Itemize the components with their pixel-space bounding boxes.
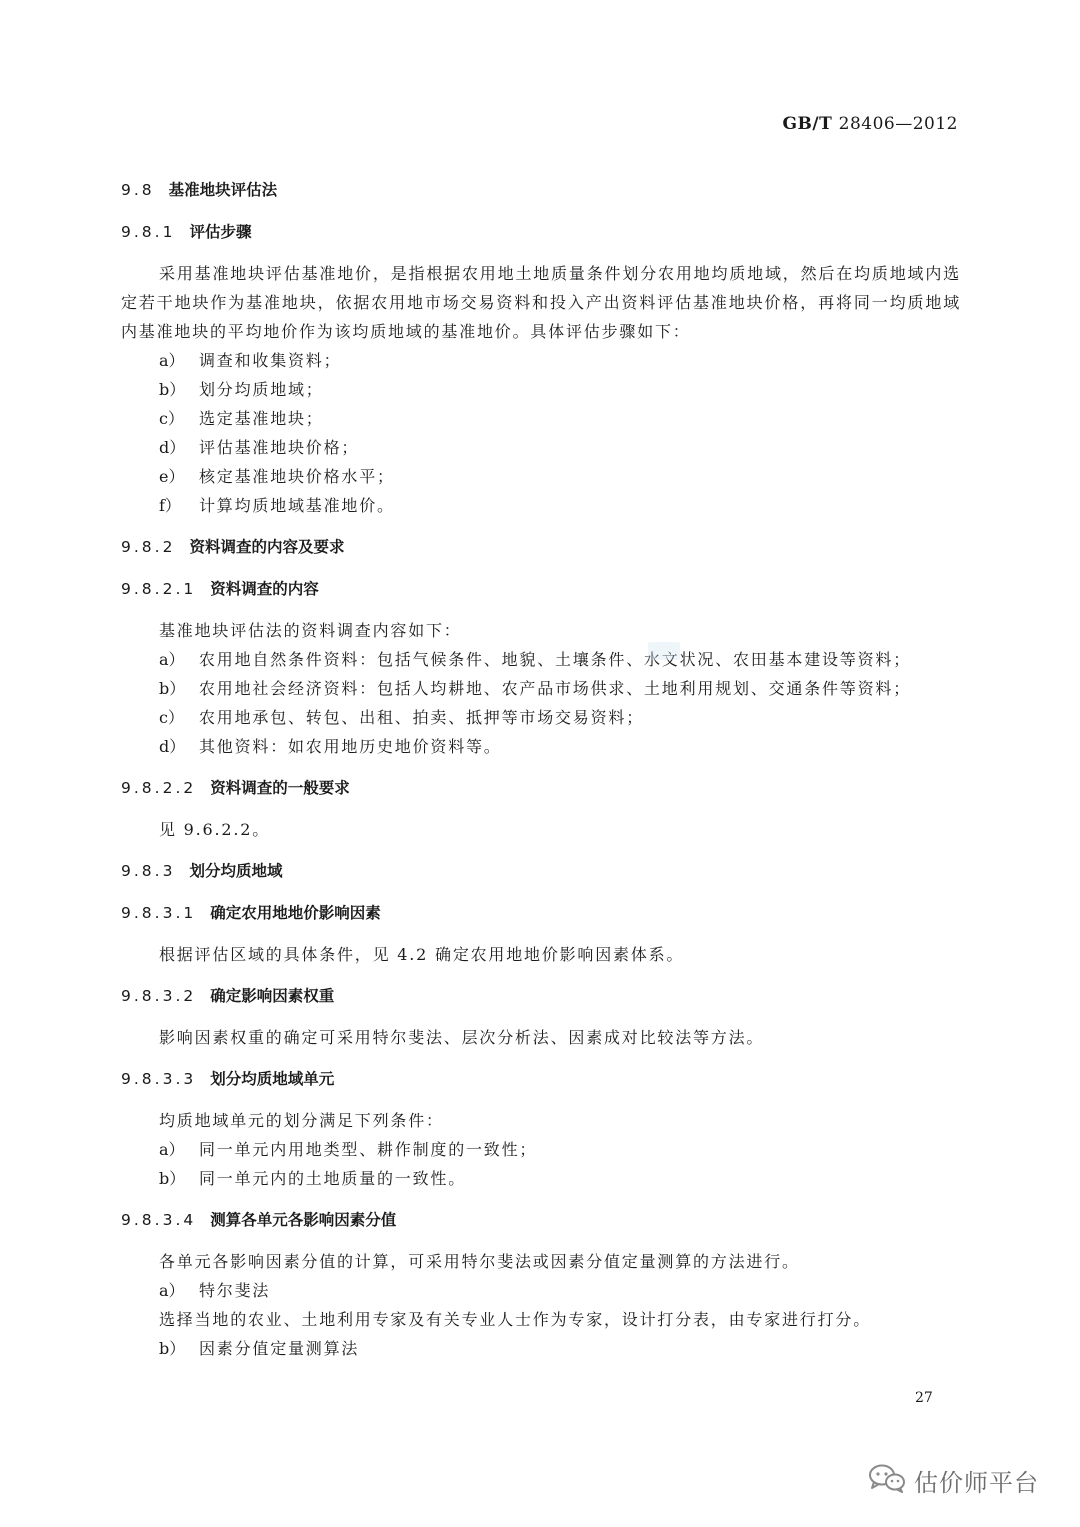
section-heading-9-8: 9.8 基准地块评估法 (121, 181, 278, 199)
section-heading-9-8-2-1: 9.8.2.1 资料调查的内容 (121, 580, 319, 598)
section-heading-9-8-3: 9.8.3 划分均质地域 (121, 862, 283, 880)
page-number: 27 (915, 1390, 933, 1406)
standard-code: 28406—2012 (838, 114, 958, 134)
brand-name: 估价师平台 (914, 1468, 1039, 1497)
list-item: b） 划分均质地域； (159, 380, 324, 399)
standard-prefix: GB/T (782, 114, 833, 134)
paragraph: 根据评估区域的具体条件，见 4.2 确定农用地地价影响因素体系。 (159, 945, 685, 964)
list-item: c） 农用地承包、转包、出租、拍卖、抵押等市场交易资料； (159, 708, 645, 727)
list-item: f） 计算均质地域基准地价。 (159, 496, 395, 515)
list-item: b） 同一单元内的土地质量的一致性。 (159, 1169, 467, 1188)
paragraph: 各单元各影响因素分值的计算，可采用特尔斐法或因素分值定量测算的方法进行。 (159, 1252, 800, 1271)
section-heading-9-8-3-4: 9.8.3.4 测算各单元各影响因素分值 (121, 1211, 397, 1229)
paragraph: 采用基准地块评估基准地价，是指根据农用地土地质量条件划分农用地均质地域，然后在均质地域内选定若干地块作为基准地块，依据农用地市场交易资料和投入产出资料评估基准地块价格，再将同一均质地域内基准地块的平均地价作为该均质地域的基准地价。具体评估步骤如下： (121, 264, 961, 341)
wechat-icon (868, 1463, 906, 1497)
section-heading-9-8-3-3: 9.8.3.3 划分均质地域单元 (121, 1070, 335, 1088)
list-item: a） 同一单元内用地类型、耕作制度的一致性； (159, 1140, 538, 1159)
brand-watermark (868, 1463, 1039, 1497)
list-item: c） 选定基准地块； (159, 409, 324, 428)
section-heading-9-8-1: 9.8.1 评估步骤 (121, 223, 252, 241)
paragraph: 均质地域单元的划分满足下列条件： (159, 1111, 444, 1130)
list-item: d） 评估基准地块价格； (159, 438, 360, 457)
list-item: a） 特尔斐法 (159, 1281, 271, 1300)
list-item: b） 因素分值定量测算法 (159, 1339, 360, 1358)
list-item: e） 核定基准地块价格水平； (159, 467, 395, 486)
section-heading-9-8-3-1: 9.8.3.1 确定农用地地价影响因素 (121, 904, 381, 922)
paragraph: 见 9.6.2.2。 (159, 820, 271, 839)
list-item: a） 农用地自然条件资料：包括气候条件、地貌、土壤条件、水文状况、农田基本建设等资料； (159, 650, 912, 669)
paragraph: 选择当地的农业、土地利用专家及有关专业人士作为专家，设计打分表，由专家进行打分。 (159, 1310, 872, 1329)
faint-watermark (648, 642, 680, 660)
list-item: a） 调查和收集资料； (159, 351, 342, 370)
list-item: b） 农用地社会经济资料：包括人均耕地、农产品市场供求、土地利用规划、交通条件等资料； (159, 679, 912, 698)
paragraph: 基准地块评估法的资料调查内容如下： (159, 621, 462, 640)
section-heading-9-8-2-2: 9.8.2.2 资料调查的一般要求 (121, 779, 350, 797)
section-heading-9-8-3-2: 9.8.3.2 确定影响因素权重 (121, 987, 335, 1005)
section-heading-9-8-2: 9.8.2 资料调查的内容及要求 (121, 538, 345, 556)
list-item: d） 其他资料：如农用地历史地价资料等。 (159, 737, 502, 756)
document-body (121, 176, 961, 1363)
standard-number (782, 114, 958, 134)
paragraph: 影响因素权重的确定可采用特尔斐法、层次分析法、因素成对比较法等方法。 (159, 1028, 765, 1047)
